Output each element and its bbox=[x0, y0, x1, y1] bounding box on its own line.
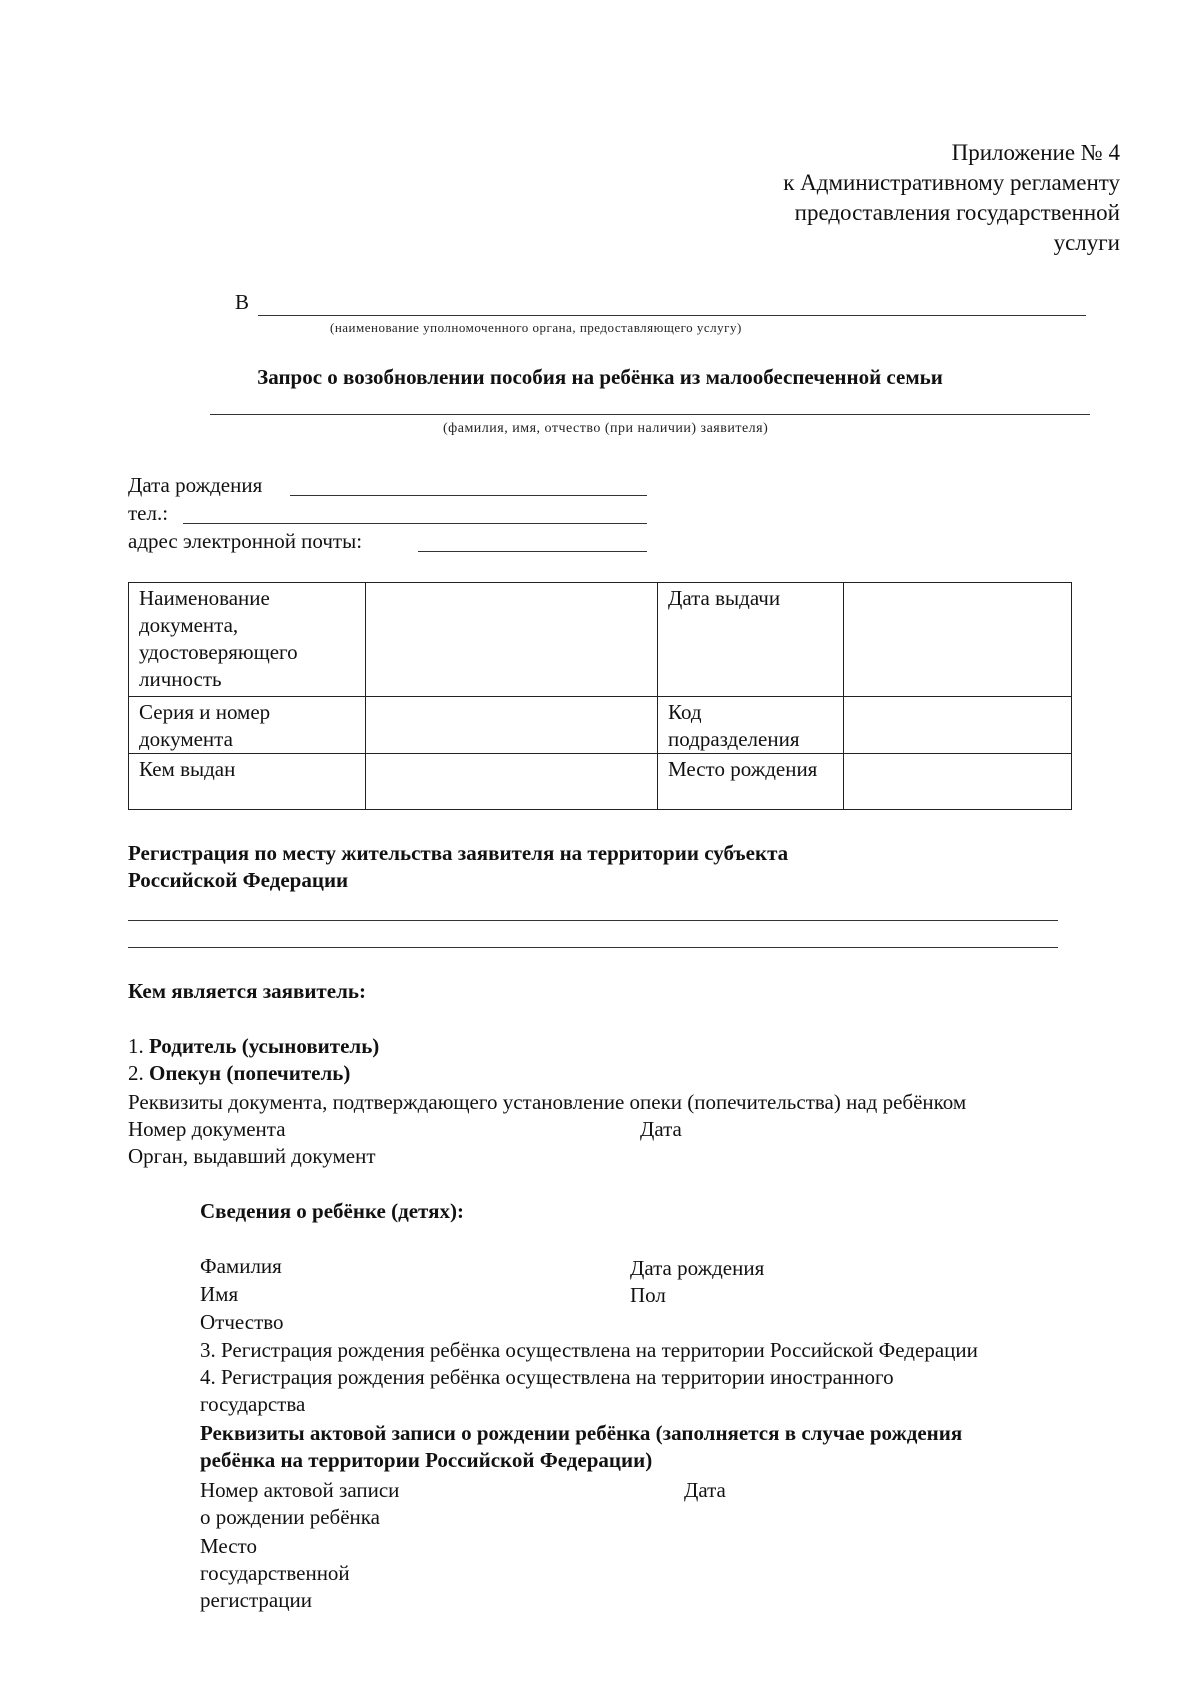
table-label-cell: Наименование документа, удостоверяющего личность bbox=[129, 583, 366, 697]
authority-caption: (наименование уполномоченного органа, предоставляющего услугу) bbox=[330, 320, 742, 335]
child-sex-label: Пол bbox=[630, 1283, 666, 1307]
page-title: Запрос о возобновлении пособия на ребёнка из малообеспеченной семьи bbox=[257, 365, 943, 389]
record-date-label: Дата bbox=[684, 1478, 726, 1502]
id-document-table bbox=[128, 582, 1072, 810]
table-row bbox=[129, 697, 1072, 754]
table-input-cell[interactable] bbox=[844, 583, 1072, 697]
applicant-role-heading: Кем является заявитель: bbox=[128, 979, 366, 1003]
table-input-cell[interactable] bbox=[366, 583, 658, 697]
table-label-cell: Серия и номер документа bbox=[129, 697, 366, 754]
table-label-cell: Место рождения bbox=[658, 754, 844, 810]
role-option-number: 1. bbox=[128, 1034, 144, 1058]
role-option-label: Опекун (попечитель) bbox=[149, 1061, 351, 1085]
registration-heading bbox=[128, 840, 1128, 894]
table-label-cell: Код подразделения bbox=[658, 697, 844, 754]
registration-field-1[interactable] bbox=[128, 920, 1058, 921]
registration-place-line-3: регистрации bbox=[200, 1588, 312, 1612]
option-registration-foreign[interactable] bbox=[200, 1364, 894, 1418]
role-option-label: Родитель (усыновитель) bbox=[149, 1034, 380, 1058]
birth-date-label: Дата рождения bbox=[128, 473, 263, 497]
phone-field[interactable] bbox=[183, 523, 647, 524]
record-number-line-1: Номер актовой записи bbox=[200, 1478, 400, 1502]
birth-record-heading-line-2: ребёнка на территории Российской Федерации) bbox=[200, 1448, 653, 1472]
appendix-line-1: Приложение № 4 bbox=[951, 140, 1120, 165]
appendix-line-2: к Административному регламенту bbox=[783, 170, 1120, 195]
doc-number-label: Номер документа bbox=[128, 1117, 286, 1141]
email-label: адрес электронной почты: bbox=[128, 529, 363, 553]
appendix-line-3: предоставления государственной bbox=[794, 200, 1120, 225]
email-field[interactable] bbox=[418, 551, 647, 552]
appendix-line-4: услуги bbox=[1053, 230, 1120, 255]
birth-record-heading-line-1: Реквизиты актовой записи о рождении ребёнка (заполняется в случае рождения bbox=[200, 1421, 963, 1445]
authority-field[interactable] bbox=[258, 315, 1086, 316]
table-row bbox=[129, 583, 1072, 697]
option-registration-rf[interactable]: 3. Регистрация рождения ребёнка осуществлена на территории Российской Федерации bbox=[200, 1338, 978, 1362]
appendix-header bbox=[783, 138, 1120, 258]
registration-heading-line-2: Российской Федерации bbox=[128, 868, 349, 892]
applicant-caption: (фамилия, имя, отчество (при наличии) заявителя) bbox=[443, 421, 769, 436]
table-input-cell[interactable] bbox=[844, 754, 1072, 810]
registration-field-2[interactable] bbox=[128, 947, 1058, 948]
registration-place-label bbox=[200, 1533, 350, 1614]
option-registration-foreign-line-2: государства bbox=[200, 1392, 306, 1416]
applicant-name-field[interactable] bbox=[210, 414, 1090, 415]
guardian-doc-label: Реквизиты документа, подтверждающего установление опеки (попечительства) над ребёнком bbox=[128, 1090, 967, 1114]
child-birth-date-label: Дата рождения bbox=[630, 1256, 765, 1280]
table-input-cell[interactable] bbox=[366, 697, 658, 754]
doc-date-label: Дата bbox=[640, 1117, 682, 1141]
table-input-cell[interactable] bbox=[366, 754, 658, 810]
record-number-line-2: о рождении ребёнка bbox=[200, 1505, 380, 1529]
registration-place-line-1: Место bbox=[200, 1534, 257, 1558]
doc-issuer-label: Орган, выдавший документ bbox=[128, 1144, 376, 1168]
birth-date-field[interactable] bbox=[290, 495, 647, 496]
record-number-label bbox=[200, 1477, 399, 1531]
role-option-guardian[interactable] bbox=[128, 1060, 350, 1087]
option-registration-foreign-line-1: 4. Регистрация рождения ребёнка осуществлена на территории иностранного bbox=[200, 1365, 894, 1389]
registration-heading-line-1: Регистрация по месту жительства заявителя на территории субъекта bbox=[128, 841, 789, 865]
table-input-cell[interactable] bbox=[844, 697, 1072, 754]
authority-prefix: В bbox=[235, 290, 250, 314]
birth-record-heading bbox=[200, 1420, 962, 1474]
child-name-label: Имя bbox=[200, 1282, 239, 1306]
child-heading: Сведения о ребёнке (детях): bbox=[200, 1199, 464, 1223]
table-label-cell: Кем выдан bbox=[129, 754, 366, 810]
table-label-cell: Дата выдачи bbox=[658, 583, 844, 697]
child-surname-label: Фамилия bbox=[200, 1254, 282, 1278]
role-option-number: 2. bbox=[128, 1061, 144, 1085]
child-patronymic-label: Отчество bbox=[200, 1310, 284, 1334]
table-row bbox=[129, 754, 1072, 810]
phone-label: тел.: bbox=[128, 501, 169, 525]
registration-place-line-2: государственной bbox=[200, 1561, 350, 1585]
role-option-parent[interactable] bbox=[128, 1033, 379, 1060]
